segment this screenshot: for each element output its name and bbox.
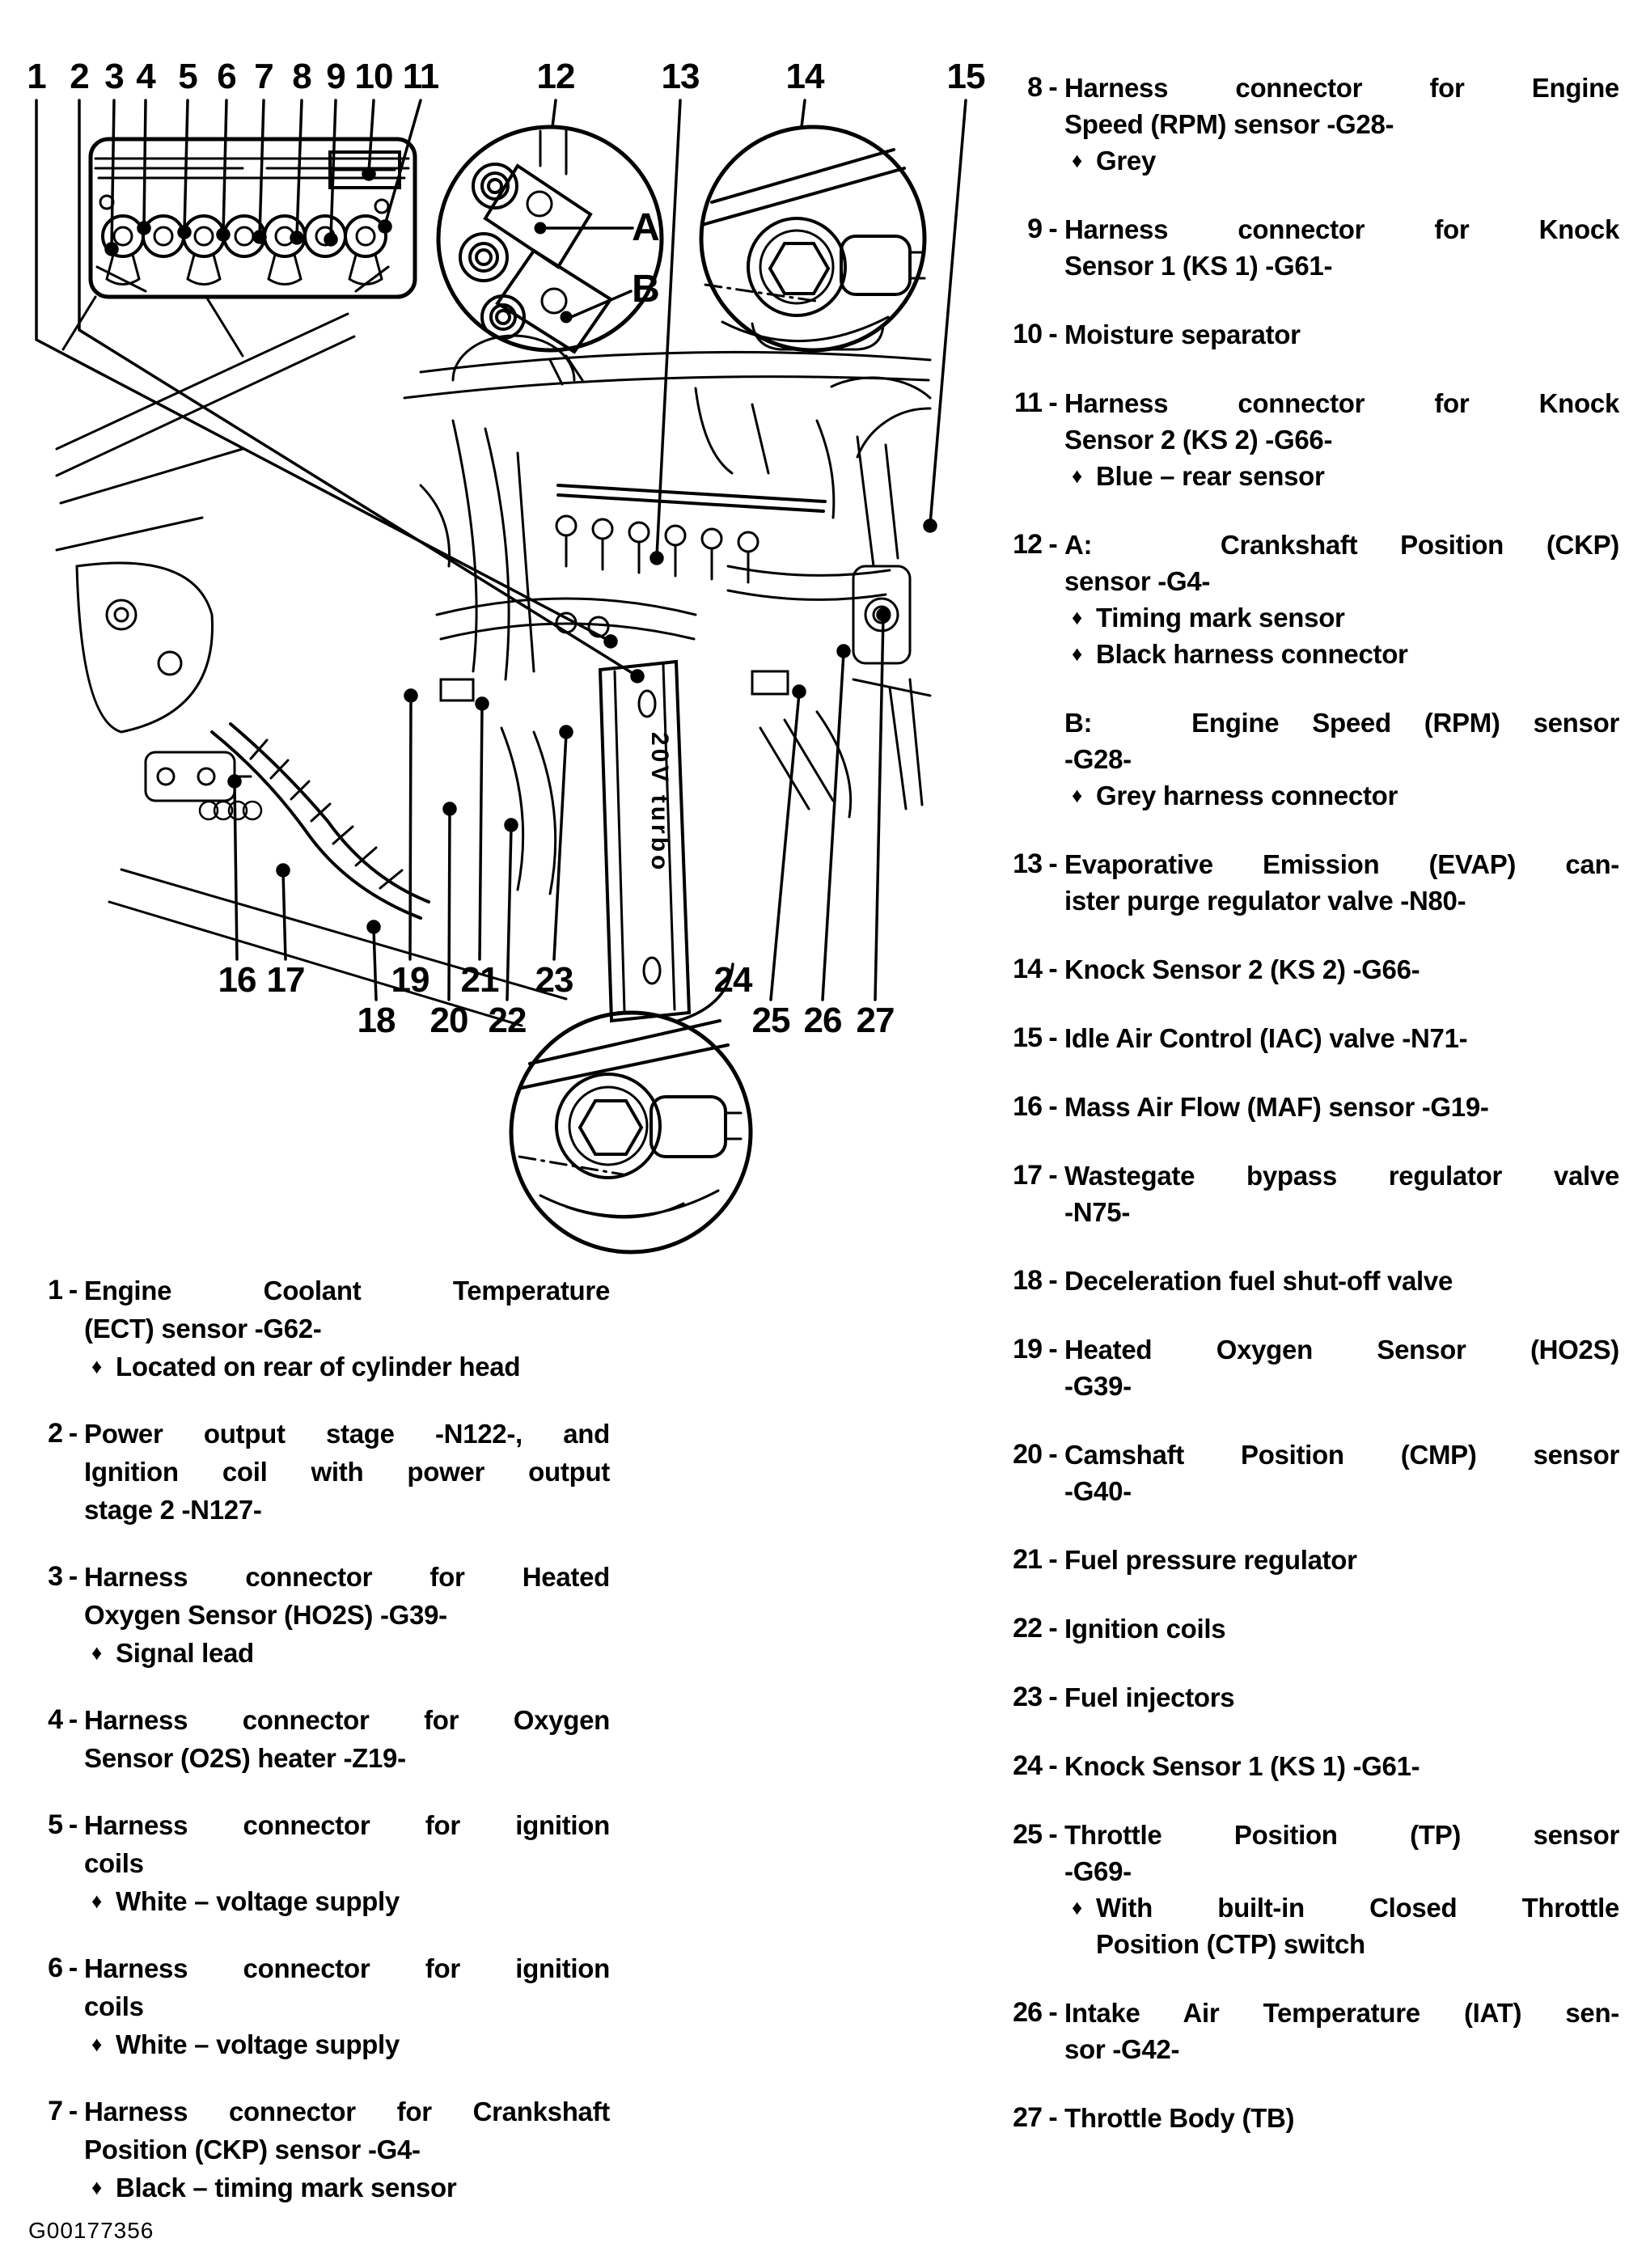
legend-item-text: Moisture separator <box>1064 319 1301 349</box>
legend-bullet: ♦ Signal lead <box>84 1634 610 1672</box>
diamond-bullet-icon: ♦ <box>1072 463 1082 488</box>
legend-item-20 <box>1003 1437 1619 1509</box>
callout-1: 1 <box>27 57 46 96</box>
legend-item-number: 21 <box>1013 1544 1042 1575</box>
callout-21: 21 <box>460 960 499 1000</box>
callout-24: 24 <box>713 960 752 1000</box>
legend-item-dash: - <box>1048 1682 1058 1712</box>
figure-id: G00177356 <box>28 2218 154 2243</box>
legend-bullet: ♦ Black – timing mark sensor <box>84 2169 610 2207</box>
legend-item-dash: - <box>1048 319 1058 349</box>
legend-item-text: Throttle Position (TP) sensor -G69- ♦ With built-in Closed Throttle Position (CTP) switch <box>1064 1817 1619 1962</box>
legend-item-10 <box>1003 316 1619 353</box>
legend-item-dash <box>1042 705 1064 814</box>
legend-item-number: 20 <box>1013 1439 1042 1470</box>
inset-circle-knock-sensor-2 <box>701 127 925 350</box>
diamond-bullet-icon: ♦ <box>91 2175 102 2199</box>
callout-2: 2 <box>70 57 89 96</box>
legend-item-text: Harness connector for ignition coils ♦ White – voltage supply <box>84 1949 610 2063</box>
legend-item-text: Idle Air Control (IAC) valve -N71- <box>1064 1023 1468 1053</box>
legend-item-17 <box>1003 1157 1619 1230</box>
legend-item-number: 5 <box>48 1809 62 1840</box>
legend-bullet: ♦ Grey <box>1064 142 1619 179</box>
diamond-bullet-icon: ♦ <box>1072 1895 1082 1919</box>
inset-circle-knock-sensor-1 <box>511 1013 751 1252</box>
diamond-bullet-icon: ♦ <box>91 1889 102 1913</box>
legend-item-text: Wastegate bypass regulator valve -N75- <box>1064 1161 1619 1227</box>
legend-item-number: 14 <box>1013 954 1042 984</box>
legend-item-number: 19 <box>1013 1334 1042 1365</box>
legend-item-3 <box>34 1558 610 1672</box>
legend-item-text: Harness connector for Engine Speed (RPM) sensor -G28- ♦ Grey <box>1064 70 1619 179</box>
callout-8: 8 <box>292 57 311 96</box>
legend-item-dash: - <box>1048 1750 1058 1781</box>
callout-27: 27 <box>856 1001 895 1040</box>
legend-item-dash: - <box>1048 1022 1058 1053</box>
legend-item-13 <box>1003 846 1619 919</box>
legend-item-dash: - <box>68 1418 78 1449</box>
callout-25: 25 <box>751 1001 790 1040</box>
legend-item-dash: - <box>1048 1334 1058 1365</box>
callout-22: 22 <box>488 1001 527 1040</box>
legend-item-text: Intake Air Temperature (IAT) sen- sor -G42- <box>1064 1998 1619 2064</box>
legend-item-text: Knock Sensor 2 (KS 2) -G66- <box>1064 954 1420 984</box>
legend-item-dash: - <box>68 1561 78 1592</box>
legend-item-12 <box>1003 527 1619 672</box>
legend-item-number: 24 <box>1013 1750 1042 1781</box>
legend-item-dash: - <box>1048 1091 1058 1122</box>
legend-item-dash: - <box>1048 214 1058 244</box>
legend-item-text: Knock Sensor 1 (KS 1) -G61- <box>1064 1751 1420 1781</box>
legend-item-number: 15 <box>1013 1022 1042 1053</box>
legend-item-text: Harness connector for Knock Sensor 1 (KS 1) -G61- <box>1064 214 1619 281</box>
legend-item-dash: - <box>1048 1613 1058 1644</box>
legend-item-25 <box>1003 1817 1619 1962</box>
legend-item-number: 9 <box>1027 214 1042 244</box>
legend-item-number: 22 <box>1013 1613 1042 1644</box>
legend-item-4 <box>34 1701 610 1777</box>
legend-item-number: 2 <box>48 1418 62 1449</box>
legend-item-dash: - <box>1048 387 1058 418</box>
legend-item-number: 12 <box>1013 529 1042 560</box>
legend-item-6 <box>34 1949 610 2063</box>
legend-item-number: 26 <box>1013 1997 1042 2028</box>
legend-item-9 <box>1003 211 1619 284</box>
diamond-bullet-icon: ♦ <box>91 1640 102 1665</box>
legend-bullet: ♦ White – voltage supply <box>84 1882 610 1920</box>
diamond-bullet-icon: ♦ <box>1072 605 1082 629</box>
leader-lines <box>36 100 966 1022</box>
callout-6: 6 <box>217 57 236 96</box>
callout-20: 20 <box>429 1001 468 1040</box>
legend-column-right <box>1003 70 1619 2169</box>
legend-item-dash: - <box>68 1704 78 1735</box>
callout-9: 9 <box>326 57 345 96</box>
legend-item-text: Evaporative Emission (EVAP) can- ister purge regulator valve -N80- <box>1064 849 1619 916</box>
callout-15: 15 <box>946 57 985 96</box>
diamond-bullet-icon: ♦ <box>1072 148 1082 172</box>
legend-item-dash: - <box>1048 954 1058 984</box>
legend-item-dash: - <box>1048 72 1058 103</box>
diamond-bullet-icon: ♦ <box>91 1354 102 1378</box>
legend-item-dash: - <box>68 1809 78 1840</box>
legend-item-26 <box>1003 1995 1619 2067</box>
legend-item-21 <box>1003 1542 1619 1578</box>
legend-item-number: 3 <box>48 1561 62 1592</box>
legend-item-text: Mass Air Flow (MAF) sensor -G19- <box>1064 1092 1489 1122</box>
callout-4: 4 <box>136 57 155 96</box>
legend-item-8 <box>1003 70 1619 179</box>
legend-item-dash: - <box>1048 1544 1058 1575</box>
legend-item-text: Harness connector for ignition coils ♦ White – voltage supply <box>84 1806 610 1920</box>
legend-item-text: Harness connector for Heated Oxygen Sensor (HO2S) -G39- ♦ Signal lead <box>84 1558 610 1672</box>
legend-item-number <box>1003 705 1042 814</box>
diamond-bullet-icon: ♦ <box>1072 641 1082 666</box>
legend-item-number: 4 <box>48 1704 62 1735</box>
legend-item-16 <box>1003 1089 1619 1125</box>
callout-13: 13 <box>661 57 700 96</box>
legend-item-22 <box>1003 1610 1619 1647</box>
legend-item-24 <box>1003 1748 1619 1784</box>
legend-item-text: A: Crankshaft Position (CKP) sensor -G4- ♦ Timing mark sensor ♦ Black harness connector <box>1064 527 1619 672</box>
callout-16: 16 <box>218 960 256 1000</box>
legend-item-text: Harness connector for Oxygen Sensor (O2S) heater -Z19- <box>84 1705 610 1773</box>
legend-item-dash: - <box>1048 848 1058 879</box>
legend-bullet: ♦ Blue – rear sensor <box>1064 458 1619 494</box>
legend-item-text: Harness connector for Knock Sensor 2 (KS 2) -G66- ♦ Blue – rear sensor <box>1064 385 1619 494</box>
callout-23: 23 <box>535 960 573 1000</box>
callout-17: 17 <box>266 960 305 1000</box>
legend-item-text: Throttle Body (TB) <box>1064 2103 1295 2133</box>
inset-label-A: A <box>632 206 659 249</box>
legend-item-text: Fuel pressure regulator <box>1064 1545 1357 1575</box>
legend-item-dash: - <box>1048 1439 1058 1470</box>
engine-bay-art <box>57 297 930 1026</box>
legend-bullet: ♦ With built-in Closed Throttle Position (CTP) switch <box>1064 1889 1619 1962</box>
legend-item-23 <box>1003 1679 1619 1716</box>
callout-14: 14 <box>785 57 824 96</box>
legend-bullet: ♦ Timing mark sensor <box>1064 599 1619 636</box>
legend-item-5 <box>34 1806 610 1920</box>
legend-item-1 <box>34 1272 610 1386</box>
legend-item-number: 1 <box>48 1275 62 1305</box>
legend-item-dash: - <box>1048 1265 1058 1296</box>
legend-item-dash: - <box>1048 529 1058 560</box>
legend-item-number: 16 <box>1013 1091 1042 1122</box>
legend-item-dash: - <box>1048 1160 1058 1191</box>
legend-item-7 <box>34 2092 610 2207</box>
callout-7: 7 <box>254 57 273 96</box>
legend-item-number: 7 <box>48 2096 62 2126</box>
legend-item-dash: - <box>1048 1997 1058 2028</box>
callout-26: 26 <box>803 1001 842 1040</box>
legend-item-19 <box>1003 1331 1619 1404</box>
legend-item-number: 10 <box>1013 319 1042 349</box>
legend-item-number: 23 <box>1013 1682 1042 1712</box>
legend-bullet: ♦ Grey harness connector <box>1064 777 1619 814</box>
legend-item-2 <box>34 1415 610 1529</box>
diamond-bullet-icon: ♦ <box>91 2032 102 2056</box>
legend-item-dash: - <box>1048 2102 1058 2133</box>
legend-item-number: 18 <box>1013 1265 1042 1296</box>
legend-item-15 <box>1003 1020 1619 1056</box>
legend-item-dash: - <box>68 2096 78 2126</box>
legend-item-number: 6 <box>48 1953 62 1983</box>
callout-18: 18 <box>357 1001 396 1040</box>
legend-item-text: B: Engine Speed (RPM) sensor -G28- ♦ Grey harness connector <box>1064 705 1619 814</box>
legend-item-text: Deceleration fuel shut-off valve <box>1064 1266 1453 1296</box>
legend-item-18 <box>1003 1263 1619 1299</box>
valve-cover-text: 20V turbo <box>646 732 673 874</box>
diamond-bullet-icon: ♦ <box>1072 783 1082 807</box>
legend-item-text: Fuel injectors <box>1064 1682 1235 1712</box>
legend-item-number: 13 <box>1013 848 1042 879</box>
legend-item-dash: - <box>68 1953 78 1983</box>
legend-item-number: 8 <box>1027 72 1042 103</box>
legend-column-left <box>34 1272 610 2236</box>
inset-label-B: B <box>632 268 659 311</box>
legend-item-11 <box>1003 385 1619 494</box>
callout-12: 12 <box>536 57 575 96</box>
legend-item-text: Camshaft Position (CMP) sensor -G40- <box>1064 1440 1619 1506</box>
callout-5: 5 <box>178 57 197 96</box>
legend-item-14 <box>1003 951 1619 988</box>
legend-item-number: 25 <box>1013 1819 1042 1850</box>
legend-item-text: Engine Coolant Temperature (ECT) sensor -G62- ♦ Located on rear of cylinder head <box>84 1272 610 1386</box>
legend-item-text: Heated Oxygen Sensor (HO2S) -G39- <box>1064 1335 1619 1401</box>
callout-19: 19 <box>391 960 429 1000</box>
callout-3: 3 <box>104 57 124 96</box>
legend-bullet: ♦ Black harness connector <box>1064 636 1619 672</box>
legend-item-dash: - <box>1048 1819 1058 1850</box>
legend-item-number: 27 <box>1013 2102 1042 2133</box>
legend-item-number: 11 <box>1014 387 1042 418</box>
legend-item-text: Harness connector for Crankshaft Position (CKP) sensor -G4- ♦ Black – timing mark sensor <box>84 2092 610 2207</box>
legend-item-text: Power output stage -N122-, and Ignition coil with power output stage 2 -N127- <box>84 1419 610 1525</box>
legend-item-text: Ignition coils <box>1064 1614 1226 1644</box>
callout-11: 11 <box>402 57 439 96</box>
legend-bullet: ♦ White – voltage supply <box>84 2025 610 2063</box>
legend-item-12B <box>1003 705 1619 814</box>
legend-item-27 <box>1003 2100 1619 2136</box>
legend-bullet: ♦ Located on rear of cylinder head <box>84 1348 610 1386</box>
legend-item-number: 17 <box>1013 1160 1042 1191</box>
audi-rings-logo <box>200 802 261 819</box>
coil-box-inset <box>91 139 415 297</box>
callout-10: 10 <box>354 57 393 96</box>
legend-item-dash: - <box>68 1275 78 1305</box>
